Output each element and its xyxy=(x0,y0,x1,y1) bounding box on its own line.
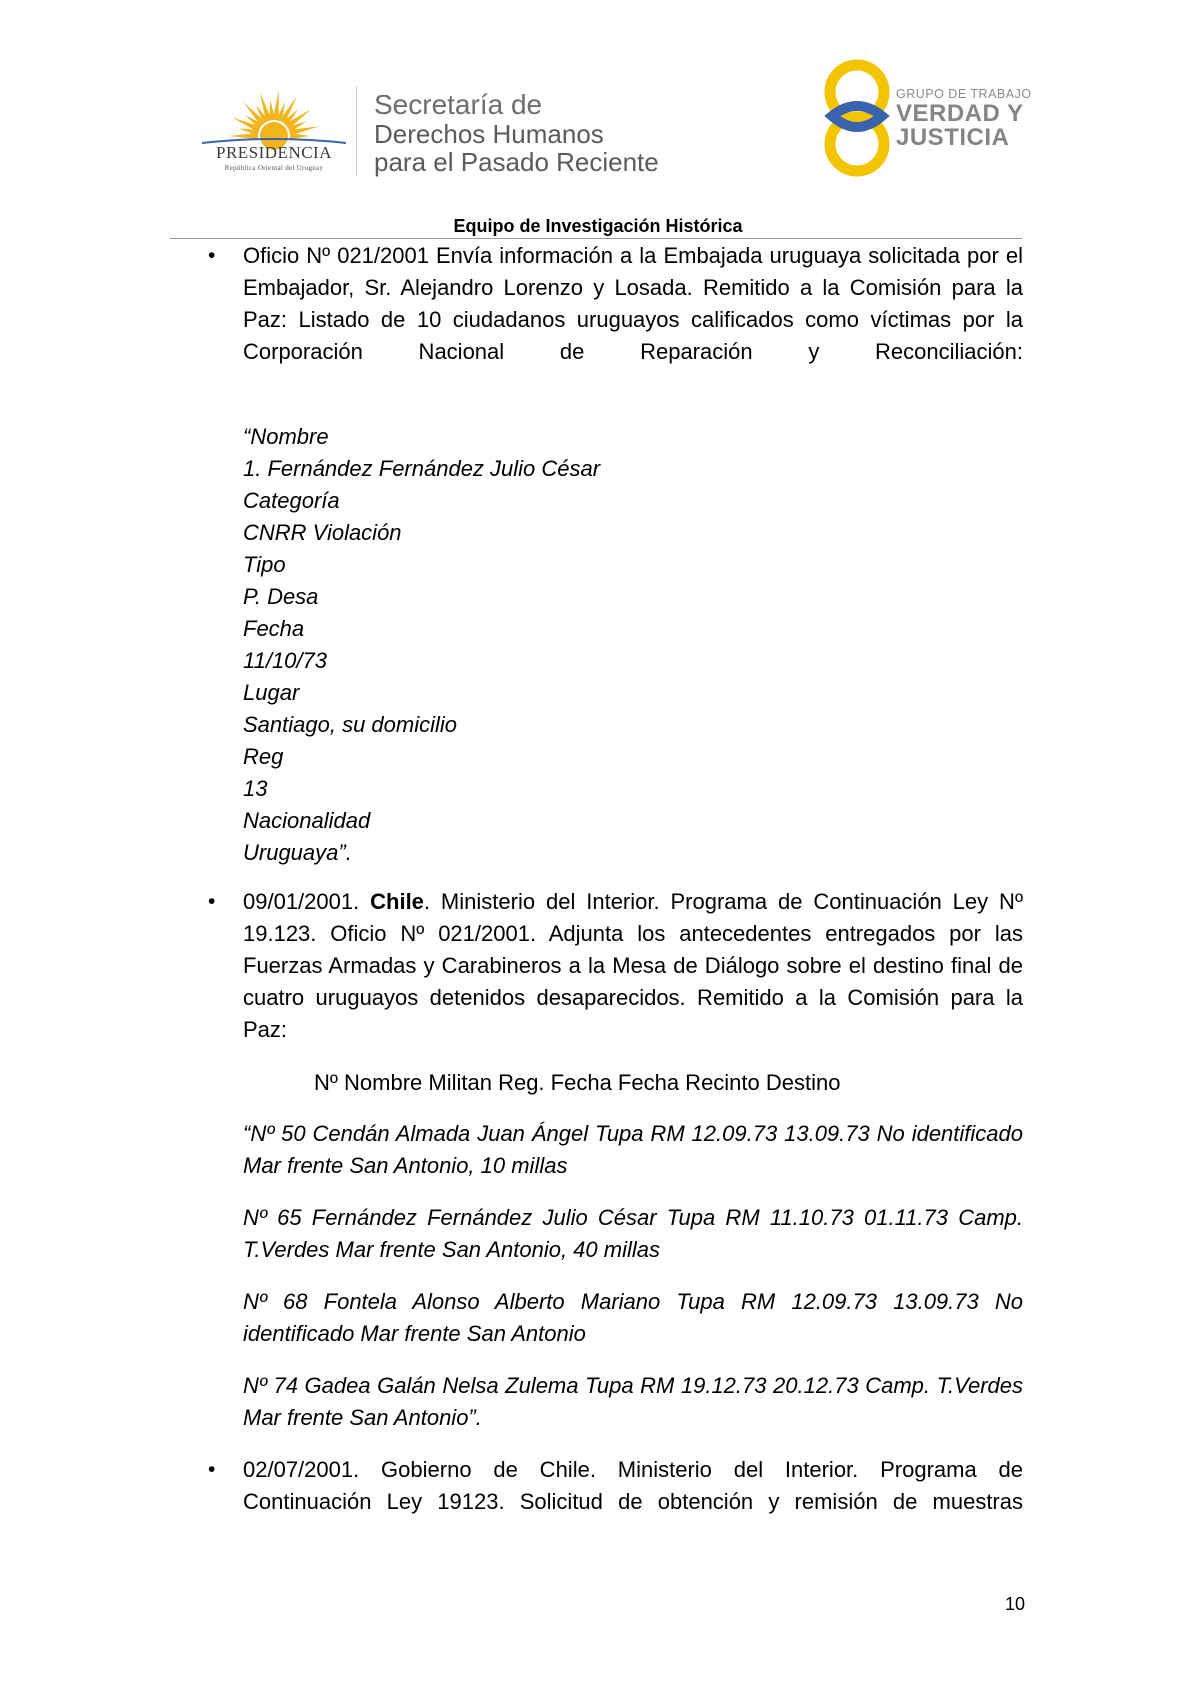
record-3: Nº 68 Fontela Alonso Alberto Mariano Tupa RM 12.09.73 13.09.73 No identificado Mar frente San Antonio xyxy=(243,1289,1023,1346)
entry-2-country: Chile xyxy=(370,889,424,914)
quote-line: Tipo xyxy=(243,552,286,577)
quote-line: Fecha xyxy=(243,616,305,641)
presidencia-name: PRESIDENCIA xyxy=(215,143,332,162)
header-rule xyxy=(170,238,1022,239)
entry-3-text: 02/07/2001. Gobierno de Chile. Ministerio del Interior. Programa de Continuación Ley 19123. Solicitud de obtención y remisión de muestras xyxy=(243,1457,1023,1514)
entry-2-date: 09/01/2001. xyxy=(243,889,371,914)
verdad-justicia-rings-logo xyxy=(822,56,892,180)
quote-line: 11/10/73 xyxy=(243,648,328,673)
secretaria-line-3: para el Pasado Reciente xyxy=(374,147,659,177)
header-divider xyxy=(356,86,357,176)
grupo-line-1: GRUPO DE TRABAJO xyxy=(896,87,1032,101)
record-1: “Nº 50 Cendán Almada Juan Ángel Tupa RM 12.09.73 13.09.73 No identificado Mar frente San Antonio, 10 millas xyxy=(243,1121,1023,1178)
page-number: 10 xyxy=(1005,1594,1026,1614)
quote-line: 1. Fernández Fernández Julio César xyxy=(243,456,601,481)
quote-line: Santiago, su domicilio xyxy=(243,712,458,737)
record-4: Nº 74 Gadea Galán Nelsa Zulema Tupa RM 19.12.73 20.12.73 Camp. T.Verdes Mar frente San Antonio”. xyxy=(243,1373,1023,1430)
verdad-justicia-text xyxy=(896,86,1032,150)
record-2: Nº 65 Fernández Fernández Julio César Tupa RM 11.10.73 01.11.73 Camp. T.Verdes Mar frente San Antonio, 40 millas xyxy=(243,1205,1023,1262)
presidencia-subtitle: República Oriental del Uruguay xyxy=(224,164,324,172)
entry-1-quote xyxy=(243,421,1023,869)
bullet: • xyxy=(208,1458,216,1481)
quote-line: 13 xyxy=(243,776,268,801)
quote-line: Uruguaya”. xyxy=(243,840,352,865)
grupo-line-2: VERDAD Y xyxy=(896,100,1024,127)
secretaria-line-2: Derechos Humanos xyxy=(374,119,604,149)
quote-line: P. Desa xyxy=(243,584,319,609)
secretaria-logo-text xyxy=(374,90,659,176)
bullet: • xyxy=(208,244,216,267)
page-header xyxy=(0,0,1190,240)
quote-line: Nacionalidad xyxy=(243,808,371,833)
table-header: Nº Nombre Militan Reg. Fecha Fecha Recinto Destino xyxy=(314,1070,841,1095)
quote-line: “Nombre xyxy=(243,424,329,449)
team-title: Equipo de Investigación Histórica xyxy=(453,216,743,236)
sun-ray xyxy=(290,133,310,139)
secretaria-line-1: Secretaría de xyxy=(374,89,543,120)
presidencia-sun-logo xyxy=(198,78,350,178)
quote-line: Reg xyxy=(243,744,284,769)
grupo-line-3: JUSTICIA xyxy=(896,124,1010,151)
entry-2-text xyxy=(243,886,1023,1046)
bullet: • xyxy=(208,890,216,913)
entry-2-body: . Ministerio del Interior. Programa de Continuación Ley Nº 19.123. Oficio Nº 021/2001. Adjunta los antecedentes entregados por las Fuerzas Armadas y Carabineros a la Mesa de Diálogo sobre el destino final de cuatro uruguayos detenidos desaparecidos. Remitido a la Comisión para la Paz: xyxy=(243,889,1023,1042)
quote-line: Lugar xyxy=(243,680,300,705)
sun-ray xyxy=(273,90,279,120)
quote-line: Categoría xyxy=(243,488,340,513)
quote-line: CNRR Violación xyxy=(243,520,402,545)
entry-1-text: Oficio Nº 021/2001 Envía información a la Embajada uruguaya solicitada por el Embajador, Sr. Alejandro Lorenzo y Losada. Remitido a la Comisión para la Paz: Listado de 10 ciudadanos uruguayos calificados como víctimas por la Corporación Nacional de Reparación y Reconciliación: xyxy=(243,243,1023,364)
